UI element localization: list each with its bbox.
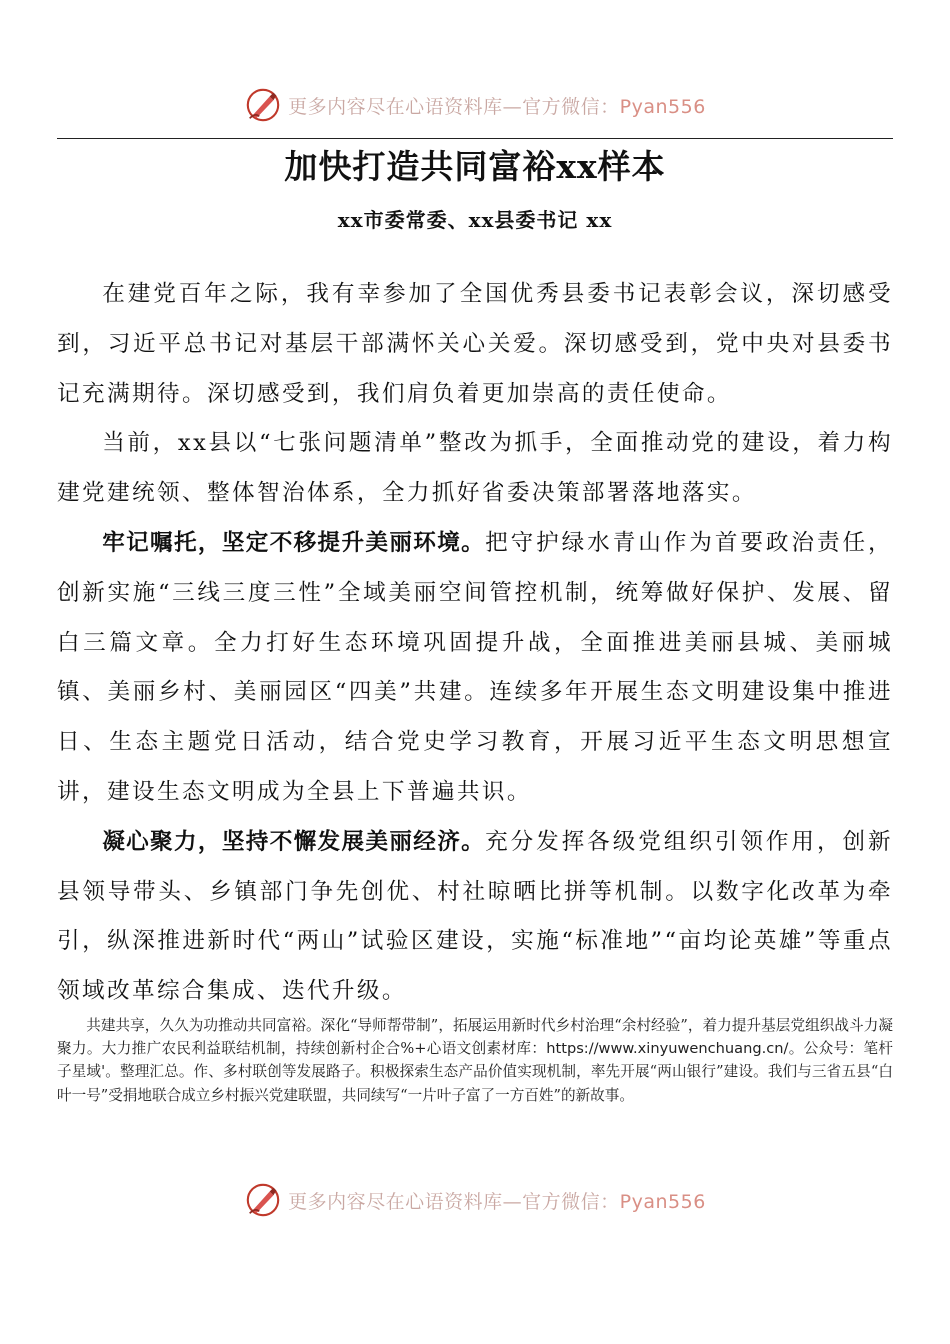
note-url: https://www.xinyuwenchuang.cn/ [546,1040,789,1058]
pen-logo-icon [244,1181,282,1219]
pen-logo-icon [244,86,282,124]
paragraph [57,270,893,419]
small-print-note [57,1014,893,1107]
banner-text [288,1187,706,1214]
banner-wechat-id: Pyan556 [619,1190,706,1213]
paragraph-text: 在建党百年之际，我有幸参加了全国优秀县委书记表彰会议，深切感受到，习近平总书记对基层干部满怀关心关爱。深切感受到，党中央对县委书记充满期待。深切感受到，我们肩负着更加崇高的责任使命。 [57,281,893,407]
paragraph-lead: 凝心聚力，坚持不懈发展美丽经济。 [102,828,486,855]
note-text-2: 。公众号：笔杆子星域'。整理汇总。作、多村联创等发展路子。积极探索生态产品价值实现机制，率先开展“两山银行”建设。我们与三省五县“白叶一号”受捐地联合成立乡村振兴党建联盟，共同续写“一片叶子富了一方百姓”的新故事。 [57,1040,893,1104]
article-byline: xx市委常委、xx县委书记 xx [337,208,613,232]
paragraph-text: 充分发挥各级党组织引领作用，创新县领导带头、乡镇部门争先创优、村社晾晒比拼等机制。以数字化改革为牵引，纵深推进新时代“两山”试验区建设，实施“标准地”“亩均论英雄”等重点领域改革综合集成、迭代升级。 [57,828,893,1005]
banner-wechat-id: Pyan556 [619,95,706,118]
paragraph-text: 当前，xx县以“七张问题清单”整改为抓手，全面推动党的建设，着力构建党建统领、整体智治体系，全力抓好省委决策部署落地落实。 [57,430,893,507]
banner-main-text: 更多内容尽在心语资料库—官方微信： [288,1190,620,1213]
article-body [57,270,893,1017]
header-rule [57,138,893,139]
paragraph-lead: 牢记嘱托，坚定不移提升美丽环境。 [102,529,486,556]
paragraph-text: 把守护绿水青山作为首要政治责任，创新实施“三线三度三性”全域美丽空间管控机制，统筹做好保护、发展、留白三篇文章。全力打好生态环境巩固提升战，全面推进美丽县城、美丽城镇、美丽乡村、美丽园区“四美”共建。连续多年开展生态文明建设集中推进日、生态主题党日活动，结合党史学习教育，开展习近平生态文明思想宣讲，建设生态文明成为全县上下普遍共识。 [57,529,893,805]
paragraph [57,519,893,818]
header-banner [0,80,950,130]
banner-text [288,92,706,119]
paragraph [57,818,893,1017]
paragraph [57,419,893,519]
article-title: 加快打造共同富裕xx样本 [284,147,666,186]
note-text-1: 共建共享，久久为功推动共同富裕。深化“导师帮带制”，拓展运用新时代乡村治理“余村经验”，着力提升基层党组织战斗力凝聚力。大力推广农民利益联结机制，持续创新村企合%+心语文创素材库： [57,1017,893,1058]
footer-banner [0,1175,950,1225]
banner-main-text: 更多内容尽在心语资料库—官方微信： [288,95,620,118]
